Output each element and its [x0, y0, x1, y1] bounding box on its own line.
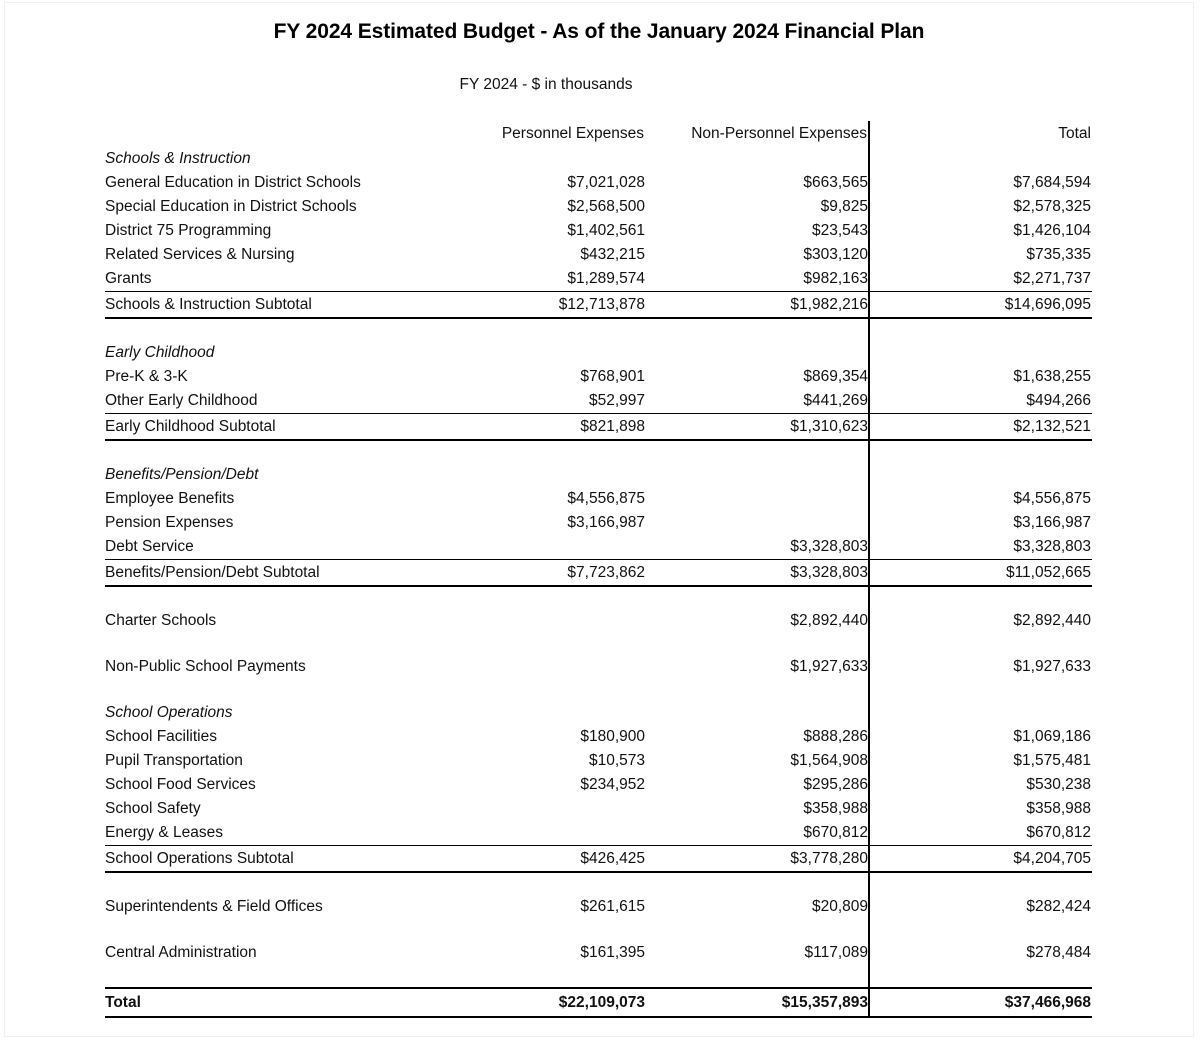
grand-total-row [105, 988, 1092, 1017]
table-row [105, 895, 1092, 919]
spacer-cell [105, 965, 450, 988]
spacer-cell [645, 586, 868, 609]
spacer-cell [868, 586, 1092, 609]
cell-personnel: $4,556,875 [567, 490, 645, 507]
spacer-cell [105, 318, 450, 341]
cell-non-personnel: $1,310,623 [645, 414, 868, 441]
row-label: Grants [105, 270, 152, 287]
row-label: District 75 Programming [105, 222, 272, 239]
cell-total: $670,812 [1026, 824, 1091, 841]
spacer-cell [450, 586, 645, 609]
row-label: School Safety [105, 800, 201, 817]
section-heading: School Operations [105, 704, 233, 721]
table-head [105, 121, 1092, 147]
cell-non-personnel [645, 511, 868, 535]
cell-total: $1,575,481 [1013, 752, 1091, 769]
spacer-cell [645, 633, 868, 655]
cell-total: $282,424 [1026, 898, 1091, 915]
cell-personnel: $52,997 [588, 392, 645, 409]
section-heading: Benefits/Pension/Debt [105, 466, 259, 483]
spacer-cell [645, 872, 868, 895]
section-heading-row [105, 463, 1092, 487]
cell-personnel: $7,723,862 [450, 560, 645, 587]
spacer-cell [105, 919, 450, 941]
table-row [105, 941, 1092, 965]
spacer-row [105, 919, 1092, 941]
row-label: General Education in District Schools [105, 174, 361, 191]
spacer-cell [868, 965, 1092, 988]
spacer-cell [450, 318, 645, 341]
row-label: Debt Service [105, 538, 194, 555]
section-heading-pad [645, 341, 868, 365]
cell-total: $4,204,705 [868, 846, 1092, 873]
cell-personnel: $821,898 [450, 414, 645, 441]
cell-personnel: $12,713,878 [450, 292, 645, 319]
row-label: Central Administration [105, 944, 257, 961]
column-header-non-personnel: Non-Personnel Expenses [691, 125, 867, 142]
section-heading-pad [645, 147, 868, 171]
spacer-cell [868, 919, 1092, 941]
spacer-cell [645, 965, 868, 988]
row-label: Benefits/Pension/Debt Subtotal [105, 560, 450, 587]
cell-personnel [450, 609, 645, 633]
cell-total: $530,238 [1026, 776, 1091, 793]
row-label: Charter Schools [105, 612, 217, 629]
table-row [105, 171, 1092, 195]
section-heading-pad [868, 463, 1092, 487]
cell-personnel: $1,289,574 [567, 270, 645, 287]
cell-personnel: $7,021,028 [567, 174, 645, 191]
cell-total: $1,638,255 [1013, 368, 1091, 385]
cell-total: $494,266 [1026, 392, 1091, 409]
table-row [105, 773, 1092, 797]
cell-personnel [450, 535, 645, 560]
page-subtitle: FY 2024 - $ in thousands [459, 76, 633, 93]
spacer-cell [645, 679, 868, 701]
spacer-row [105, 633, 1092, 655]
cell-non-personnel: $982,163 [803, 270, 868, 287]
column-divider-line [868, 121, 870, 1016]
cell-total: $2,892,440 [1013, 612, 1091, 629]
cell-non-personnel: $9,825 [820, 198, 868, 215]
cell-personnel: $3,166,987 [567, 514, 645, 531]
spacer-row [105, 872, 1092, 895]
cell-total: $3,328,803 [1013, 538, 1091, 555]
cell-personnel: $432,215 [580, 246, 645, 263]
spacer-cell [450, 679, 645, 701]
section-heading-row [105, 147, 1092, 171]
row-label: School Operations Subtotal [105, 846, 450, 873]
spacer-cell [868, 440, 1092, 463]
cell-total: $2,132,521 [868, 414, 1092, 441]
subtotal-row [105, 560, 1092, 587]
cell-personnel: $180,900 [580, 728, 645, 745]
spacer-row [105, 586, 1092, 609]
cell-non-personnel: $15,357,893 [645, 988, 868, 1017]
section-heading-pad [868, 147, 1092, 171]
table-row [105, 725, 1092, 749]
table-row [105, 365, 1092, 389]
cell-personnel: $22,109,073 [450, 988, 645, 1017]
row-label: Energy & Leases [105, 824, 224, 841]
cell-personnel: $161,395 [580, 944, 645, 961]
section-heading-row [105, 341, 1092, 365]
section-heading-pad [450, 463, 645, 487]
table-row [105, 511, 1092, 535]
row-label: Other Early Childhood [105, 392, 258, 409]
cell-total: $4,556,875 [1013, 490, 1091, 507]
cell-total: $1,069,186 [1013, 728, 1091, 745]
cell-personnel: $261,615 [580, 898, 645, 915]
cell-total: $7,684,594 [1013, 174, 1091, 191]
row-label: Non-Public School Payments [105, 658, 306, 675]
subtotal-row [105, 292, 1092, 319]
spacer-cell [105, 586, 450, 609]
spacer-row [105, 965, 1092, 988]
cell-total: $358,988 [1026, 800, 1091, 817]
row-label: Pupil Transportation [105, 752, 243, 769]
table-row [105, 749, 1092, 773]
cell-non-personnel: $117,089 [804, 944, 868, 961]
cell-non-personnel: $1,982,216 [645, 292, 868, 319]
section-heading-pad [868, 341, 1092, 365]
spacer-row [105, 318, 1092, 341]
spacer-cell [450, 633, 645, 655]
table-row [105, 655, 1092, 679]
row-label: School Facilities [105, 728, 217, 745]
section-heading: Early Childhood [105, 344, 215, 361]
cell-personnel: $1,402,561 [567, 222, 645, 239]
section-heading-pad [868, 701, 1092, 725]
cell-non-personnel: $1,564,908 [790, 752, 868, 769]
cell-total: $37,466,968 [868, 988, 1092, 1017]
cell-non-personnel: $3,328,803 [790, 538, 868, 555]
cell-personnel [450, 797, 645, 821]
table-row [105, 267, 1092, 292]
cell-total: $278,484 [1026, 944, 1091, 961]
cell-non-personnel: $869,354 [803, 368, 868, 385]
table-header-row [105, 121, 1092, 147]
cell-non-personnel: $663,565 [803, 174, 868, 191]
spacer-cell [105, 872, 450, 895]
row-label: Related Services & Nursing [105, 246, 295, 263]
column-header-total: Total [1058, 125, 1091, 142]
section-heading-row [105, 701, 1092, 725]
spacer-cell [450, 440, 645, 463]
row-label: Pre-K & 3-K [105, 368, 188, 385]
spacer-cell [645, 919, 868, 941]
cell-personnel [450, 821, 645, 846]
spacer-cell [450, 965, 645, 988]
cell-total: $14,696,095 [868, 292, 1092, 319]
cell-non-personnel: $23,543 [811, 222, 868, 239]
cell-total: $2,271,737 [1013, 270, 1091, 287]
row-label: Total [105, 988, 450, 1017]
cell-non-personnel: $1,927,633 [790, 658, 868, 675]
spacer-cell [105, 679, 450, 701]
table-row [105, 243, 1092, 267]
cell-total: $1,927,633 [1013, 658, 1091, 675]
cell-non-personnel: $295,286 [803, 776, 868, 793]
section-heading-pad [645, 463, 868, 487]
spacer-cell [645, 440, 868, 463]
section-heading-pad [645, 701, 868, 725]
row-label: Pension Expenses [105, 514, 234, 531]
cell-personnel: $2,568,500 [567, 198, 645, 215]
cell-personnel: $10,573 [588, 752, 645, 769]
subtotal-row [105, 414, 1092, 441]
table-row [105, 821, 1092, 846]
cell-non-personnel: $888,286 [803, 728, 868, 745]
section-heading: Schools & Instruction [105, 150, 251, 167]
spacer-cell [868, 318, 1092, 341]
table-row [105, 389, 1092, 414]
table-row [105, 535, 1092, 560]
spacer-cell [868, 633, 1092, 655]
row-label: Schools & Instruction Subtotal [105, 292, 450, 319]
cell-total: $3,166,987 [1013, 514, 1091, 531]
row-label: School Food Services [105, 776, 256, 793]
spacer-cell [868, 679, 1092, 701]
cell-non-personnel: $670,812 [803, 824, 868, 841]
cell-non-personnel: $441,269 [803, 392, 868, 409]
cell-personnel: $234,952 [580, 776, 645, 793]
table-row [105, 219, 1092, 243]
cell-non-personnel: $3,778,280 [645, 846, 868, 873]
cell-total: $735,335 [1026, 246, 1091, 263]
budget-table [105, 121, 1092, 1018]
cell-non-personnel: $3,328,803 [645, 560, 868, 587]
page-title: FY 2024 Estimated Budget - As of the January 2024 Financial Plan [273, 20, 925, 43]
spacer-row [105, 440, 1092, 463]
row-label: Special Education in District Schools [105, 198, 357, 215]
row-label: Early Childhood Subtotal [105, 414, 450, 441]
row-label: Employee Benefits [105, 490, 235, 507]
spacer-cell [450, 919, 645, 941]
section-heading-pad [450, 147, 645, 171]
table-body [105, 147, 1092, 1017]
cell-total: $1,426,104 [1013, 222, 1091, 239]
spacer-cell [105, 440, 450, 463]
row-label: Superintendents & Field Offices [105, 898, 323, 915]
cell-total: $11,052,665 [868, 560, 1092, 587]
column-header-personnel: Personnel Expenses [501, 125, 644, 142]
document-page [5, 3, 1193, 1036]
spacer-cell [105, 633, 450, 655]
cell-personnel: $768,901 [580, 368, 645, 385]
table-row [105, 797, 1092, 821]
section-heading-pad [450, 341, 645, 365]
subtitle-row [5, 76, 1193, 96]
table-row [105, 609, 1092, 633]
cell-non-personnel [645, 487, 868, 511]
cell-non-personnel: $303,120 [803, 246, 868, 263]
column-header-category [105, 121, 450, 147]
section-heading-pad [450, 701, 645, 725]
table-row [105, 487, 1092, 511]
cell-non-personnel: $20,809 [811, 898, 868, 915]
cell-total: $2,578,325 [1013, 198, 1091, 215]
spacer-cell [450, 872, 645, 895]
cell-non-personnel: $2,892,440 [790, 612, 868, 629]
subtotal-row [105, 846, 1092, 873]
cell-personnel: $426,425 [450, 846, 645, 873]
cell-non-personnel: $358,988 [803, 800, 868, 817]
spacer-row [105, 679, 1092, 701]
table-row [105, 195, 1092, 219]
cell-personnel [450, 655, 645, 679]
spacer-cell [868, 872, 1092, 895]
spacer-cell [645, 318, 868, 341]
